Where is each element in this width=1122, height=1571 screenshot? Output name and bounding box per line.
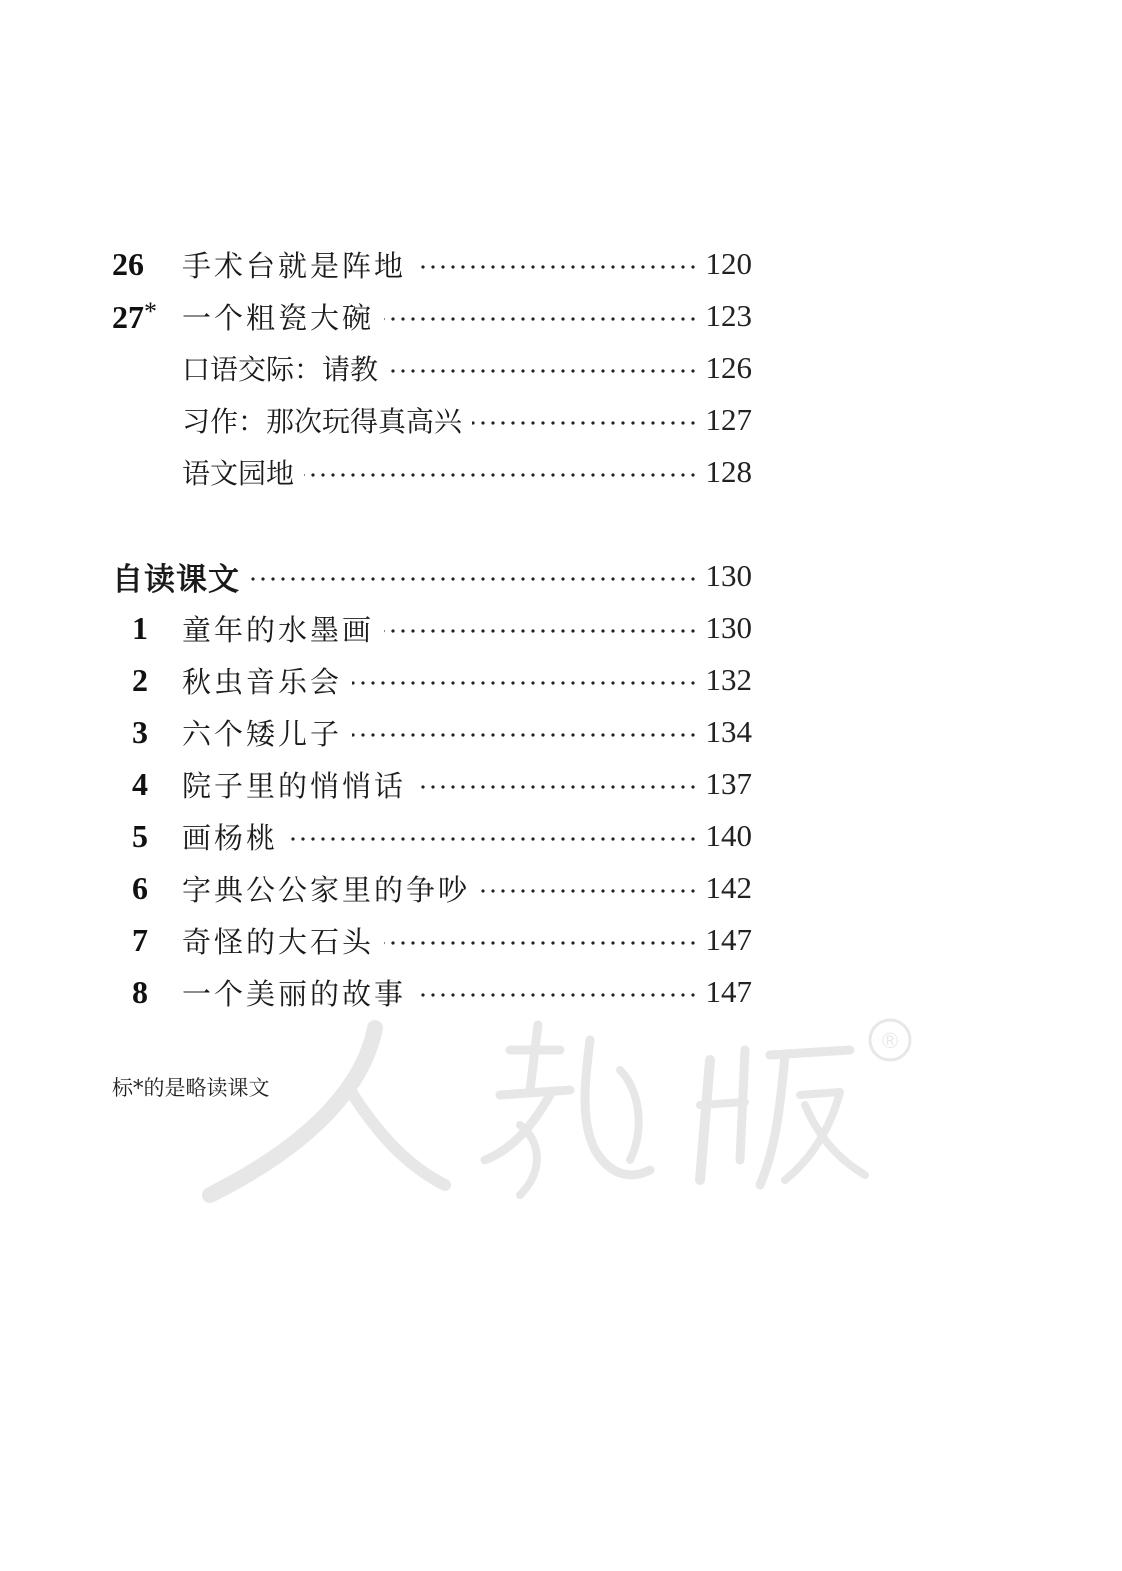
reading-title: 童年的水墨画 — [182, 612, 375, 647]
page-number: 127 — [705, 402, 752, 437]
toc-entry-reading-3[interactable] — [112, 706, 752, 758]
dot-leader — [352, 681, 698, 685]
toc-section-self-reading[interactable] — [112, 550, 752, 602]
page-number: 128 — [705, 454, 752, 489]
page-number: 140 — [705, 818, 752, 853]
reading-number: 3 — [132, 713, 148, 750]
toc-entry-lesson-26[interactable] — [112, 238, 752, 290]
dot-leader — [388, 369, 698, 373]
dot-leader — [250, 577, 698, 581]
reading-title: 六个矮儿子 — [182, 716, 343, 751]
section-title: 自读课文 — [112, 561, 240, 598]
reading-number: 4 — [132, 765, 148, 802]
lesson-number: 26 — [112, 245, 144, 282]
page-number: 132 — [705, 662, 752, 697]
dot-leader — [288, 837, 698, 841]
lesson-title: 手术台就是阵地 — [182, 248, 407, 283]
optional-reading-marker: * — [144, 296, 157, 326]
reading-title: 奇怪的大石头 — [182, 924, 375, 959]
page-number: 147 — [705, 974, 752, 1009]
reading-title: 字典公公家里的争吵 — [182, 872, 471, 907]
dot-leader — [416, 993, 698, 997]
toc-entry-lesson-27[interactable] — [112, 290, 752, 342]
toc-entry-reading-5[interactable] — [112, 810, 752, 862]
page-number: 130 — [705, 558, 752, 593]
toc-entry-writing[interactable] — [112, 394, 752, 446]
entry-title: 语文园地 — [182, 457, 295, 490]
dot-leader — [304, 473, 698, 477]
page-number: 130 — [705, 610, 752, 645]
dot-leader — [416, 265, 698, 269]
footnote: 标*的是略读课文 — [112, 1076, 270, 1100]
reading-number: 1 — [132, 609, 148, 646]
page-number: 142 — [705, 870, 752, 905]
page-number: 120 — [705, 246, 752, 281]
dot-leader — [480, 889, 698, 893]
toc-entry-reading-1[interactable] — [112, 602, 752, 654]
page-number: 137 — [705, 766, 752, 801]
reading-title: 院子里的悄悄话 — [182, 768, 407, 803]
publisher-watermark — [200, 1010, 920, 1210]
dot-leader — [384, 629, 698, 633]
toc-entry-reading-6[interactable] — [112, 862, 752, 914]
reading-number: 2 — [132, 661, 148, 698]
toc-entry-language-garden[interactable] — [112, 446, 752, 498]
toc-entry-reading-7[interactable] — [112, 914, 752, 966]
table-of-contents — [112, 238, 752, 1018]
dot-leader — [384, 317, 698, 321]
entry-title: 口语交际：请教 — [182, 353, 379, 386]
lesson-title: 一个粗瓷大碗 — [182, 300, 375, 335]
page-number: 134 — [705, 714, 752, 749]
reading-number: 6 — [132, 869, 148, 906]
toc-entry-reading-2[interactable] — [112, 654, 752, 706]
lesson-number: 27* — [112, 296, 157, 335]
reading-number: 7 — [132, 921, 148, 958]
page-number: 123 — [705, 298, 752, 333]
toc-entry-reading-4[interactable] — [112, 758, 752, 810]
dot-leader — [352, 733, 698, 737]
dot-leader — [416, 785, 698, 789]
reading-number: 8 — [132, 973, 148, 1010]
page-number: 126 — [705, 350, 752, 385]
reading-title: 画杨桃 — [182, 820, 279, 855]
registered-mark: ® — [881, 1028, 899, 1053]
dot-leader — [384, 941, 698, 945]
reading-title: 一个美丽的故事 — [182, 976, 407, 1011]
reading-title: 秋虫音乐会 — [182, 664, 343, 699]
entry-title: 习作：那次玩得真高兴 — [182, 405, 463, 438]
reading-number: 5 — [132, 817, 148, 854]
toc-entry-oral-communication[interactable] — [112, 342, 752, 394]
page-number: 147 — [705, 922, 752, 957]
dot-leader — [472, 421, 698, 425]
